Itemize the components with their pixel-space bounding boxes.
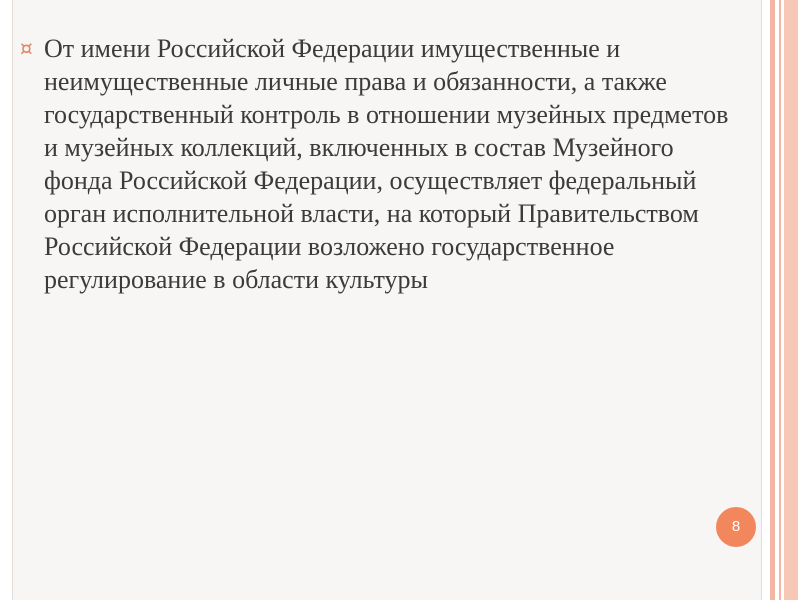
decorative-stripe xyxy=(770,0,775,600)
page-number-badge: 8 xyxy=(716,507,756,547)
bullet-icon: ¤ xyxy=(20,36,33,60)
decorative-stripe xyxy=(779,0,781,600)
decorative-stripe xyxy=(784,0,798,600)
slide-content xyxy=(20,32,745,296)
bullet-text: От имени Российской Федерации имущественные и неимущественные личные права и обязанности, а также государственный контроль в отношении музейных предметов и музейных коллекций, включенных в состав Музейного фонда Российской Федерации, осуществляет федеральный орган исполнительной власти, на который Правительством Российской Федерации возложено государственное регулирование в области культуры xyxy=(44,34,729,294)
bullet-item xyxy=(20,32,745,296)
